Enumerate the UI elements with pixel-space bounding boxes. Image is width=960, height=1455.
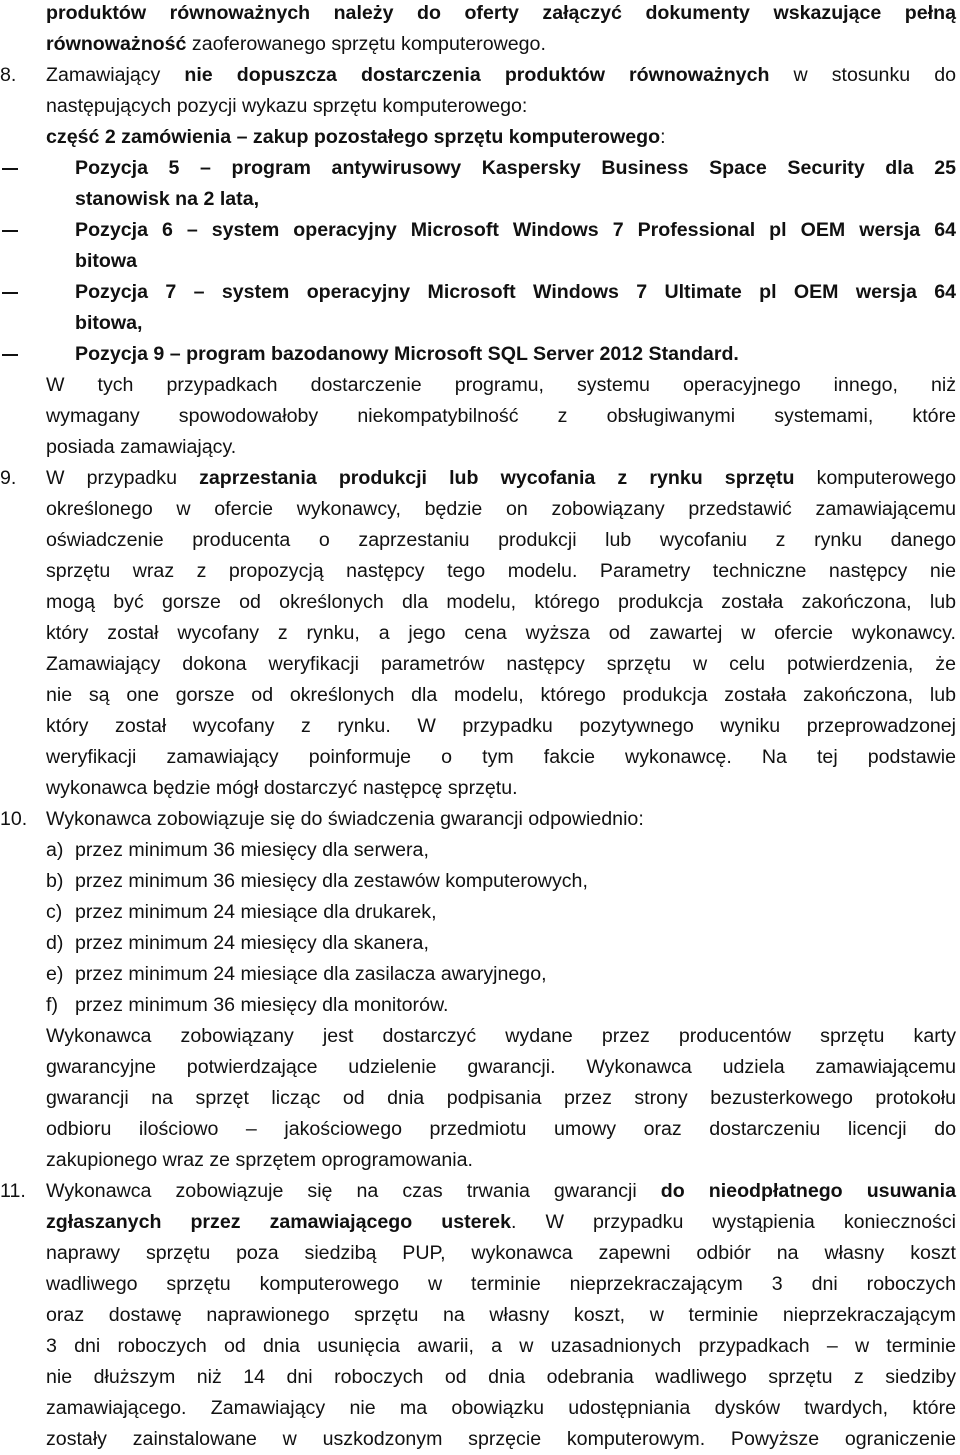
dash-list-item [0, 153, 960, 184]
text-line [0, 122, 960, 153]
text-line [0, 525, 960, 556]
text-line [0, 649, 960, 680]
text-line [0, 556, 960, 587]
text-line [0, 91, 960, 122]
text-span: odbioru ilościowo – jakościowego przedmiotu umowy oraz dostarczeniu licencji do [46, 1118, 956, 1140]
text-line [0, 1424, 960, 1455]
text-span: naprawy sprzętu poza siedzibą PUP, wykonawca zapewni odbiór na własny koszt [46, 1242, 956, 1264]
text-span: wymagany spowodowałoby niekompatybilność z obsługiwanymi systemami, które [46, 405, 956, 427]
text-line [0, 494, 960, 525]
text-span: Wykonawca zobowiązuje się do świadczenia gwarancji odpowiednio: [46, 808, 644, 830]
text-span: Zamawiający [46, 64, 185, 86]
text-line [0, 618, 960, 649]
text-line [0, 711, 960, 742]
text-span: nie dłuższym niż 14 dni roboczych od dnia odebrania wadliwego sprzętu z siedziby [46, 1366, 956, 1388]
text-span: gwarancji na sprzęt licząc od dnia podpisania przez strony bezusterkowego protokołu [46, 1087, 956, 1109]
paragraph-10-line [0, 804, 960, 835]
text-span: następujących pozycji wykazu sprzętu komputerowego: [46, 95, 528, 117]
text-span: Zamawiający dokona weryfikacji parametrów następcy sprzętu w celu potwierdzenia, że [46, 653, 956, 675]
text-line [0, 742, 960, 773]
paragraph-9-line [0, 463, 960, 494]
text-span: : [660, 126, 666, 148]
dash-bullet-icon [0, 153, 70, 184]
dash-bullet-icon [0, 215, 70, 246]
text-line [0, 1145, 960, 1176]
text-span: mogą być gorsze od określonych dla modelu, którego produkcja została zakończona, lub [46, 591, 956, 613]
text-span: który został wycofany z rynku. W przypadku pozytywnego wyniku przeprowadzonej [46, 715, 956, 737]
list-item-text: przez minimum 36 miesięcy dla zestawów komputerowych, [75, 870, 588, 892]
text-line [0, 184, 960, 215]
text-span: W przypadku [46, 467, 200, 489]
list-item [0, 897, 960, 928]
bold-text: Pozycja 9 – program bazodanowy Microsoft SQL Server 2012 Standard. [75, 343, 739, 365]
text-line [0, 1238, 960, 1269]
text-span: zakupionego wraz ze sprzętem oprogramowania. [46, 1149, 473, 1171]
text-line [0, 1114, 960, 1145]
dash-bullet-icon [0, 339, 70, 370]
text-line [0, 680, 960, 711]
text-line [0, 1331, 960, 1362]
text-span: oświadczenie producenta o zaprzestaniu produkcji lub wycofaniu z rynku danego [46, 529, 956, 551]
bold-text: do nieodpłatnego usuwania [660, 1180, 956, 1202]
list-item-text: przez minimum 36 miesięcy dla monitorów. [75, 994, 449, 1016]
bold-text: zaprzestania produkcji lub wycofania z rynku sprzętu [199, 467, 795, 489]
text-span: posiada zamawiający. [46, 436, 237, 458]
text-line [0, 370, 960, 401]
dash-list-item [0, 339, 960, 370]
text-span: określonego w ofercie wykonawcy, będzie on zobowiązany przedstawić zamawiającemu [46, 498, 956, 520]
text-span: zamawiającego. Zamawiający nie ma obowiązku udostępniania dysków twardych, które [46, 1397, 956, 1419]
text-line [0, 587, 960, 618]
text-span: sprzętu wraz z propozycją następcy tego modelu. Parametry techniczne następcy nie [46, 560, 956, 582]
paragraph-number: 9. [0, 467, 17, 489]
paragraph-8-line [0, 60, 960, 91]
list-item-label: b) [46, 870, 64, 892]
bold-text: Pozycja 6 – system operacyjny Microsoft Windows 7 Professional pl OEM wersja 64 [75, 219, 956, 241]
list-item [0, 990, 960, 1021]
text-span: wykonawca będzie mógł dostarczyć następcę sprzętu. [46, 777, 518, 799]
text-line [0, 1362, 960, 1393]
list-item-text: przez minimum 24 miesiące dla zasilacza awaryjnego, [75, 963, 547, 985]
bold-text: Pozycja 7 – system operacyjny Microsoft Windows 7 Ultimate pl OEM wersja 64 [75, 281, 956, 303]
dash-list-item [0, 277, 960, 308]
text-span: gwarancyjne potwierdzające udzielenie gwarancji. Wykonawca udziela zamawiającemu [46, 1056, 956, 1078]
text-line [0, 1300, 960, 1331]
text-line [0, 432, 960, 463]
paragraph-number: 11. [0, 1180, 26, 1202]
text-span: zaoferowanego sprzętu komputerowego. [186, 33, 546, 55]
list-item [0, 959, 960, 990]
list-item-text: przez minimum 36 miesięcy dla serwera, [75, 839, 429, 861]
list-item-text: przez minimum 24 miesiące dla drukarek, [75, 901, 437, 923]
bold-text: stanowisk na 2 lata, [75, 188, 260, 210]
text-span: oraz dostawę naprawionego sprzętu na własny koszt, w terminie nieprzekraczającym [46, 1304, 956, 1326]
list-item-label: d) [46, 932, 64, 954]
text-line [0, 29, 960, 60]
text-span: Wykonawca zobowiązuje się na czas trwania gwarancji [46, 1180, 661, 1202]
paragraph-number: 10. [0, 808, 28, 830]
bold-text: część 2 zamówienia – zakup pozostałego sprzętu komputerowego [46, 126, 661, 148]
bold-text: Pozycja 5 – program antywirusowy Kaspersky Business Space Security dla 25 [75, 157, 956, 179]
text-line [0, 1021, 960, 1052]
paragraph-number: 8. [0, 64, 17, 86]
list-item-label: e) [46, 963, 64, 985]
dash-list-item [0, 215, 960, 246]
text-span: w stosunku do [769, 64, 956, 86]
list-item-text: przez minimum 24 miesięcy dla skanera, [75, 932, 429, 954]
text-span: 3 dni roboczych od dnia usunięcia awarii, a w uzasadnionych przypadkach – w terminie [46, 1335, 956, 1357]
text-line [0, 0, 960, 29]
paragraph-11-line [0, 1176, 960, 1207]
text-span: W tych przypadkach dostarczenie programu, systemu operacyjnego innego, niż [46, 374, 956, 396]
text-span: zostały zainstalowane w uszkodzonym sprzęcie komputerowym. Powyższe ograniczenie [46, 1428, 956, 1450]
text-span: Wykonawca zobowiązany jest dostarczyć wydane przez producentów sprzętu karty [46, 1025, 956, 1047]
bold-text: nie dopuszcza dostarczenia produktów równoważnych [184, 64, 770, 86]
list-item [0, 835, 960, 866]
list-item [0, 866, 960, 897]
text-span: który został wycofany z rynku, a jego cena wyższa od zawartej w ofercie wykonawcy. [46, 622, 956, 644]
text-span: nie są one gorsze od określonych dla modelu, którego produkcja została zakończona, lub [46, 684, 956, 706]
text-line [0, 246, 960, 277]
bold-text: bitowa [75, 250, 138, 272]
bold-text: produktów równoważnych należy do oferty załączyć dokumenty wskazujące pełną [46, 2, 956, 24]
text-line [0, 1207, 960, 1238]
list-item [0, 928, 960, 959]
text-span: weryfikacji zamawiający poinformuje o tym fakcie wykonawcę. Na tej podstawie [46, 746, 956, 768]
text-span: komputerowego [794, 467, 957, 489]
list-item-label: c) [46, 901, 63, 923]
text-span: wadliwego sprzętu komputerowego w terminie nieprzekraczającym 3 dni roboczych [46, 1273, 956, 1295]
text-line [0, 1393, 960, 1424]
list-item-label: f) [46, 994, 58, 1016]
text-line [0, 308, 960, 339]
text-line [0, 1052, 960, 1083]
text-line [0, 773, 960, 804]
bold-text: zgłaszanych przez zamawiającego usterek [46, 1211, 511, 1233]
text-line [0, 401, 960, 432]
list-item-label: a) [46, 839, 64, 861]
bold-text: bitowa, [75, 312, 143, 334]
text-span: . W przypadku wystąpienia konieczności [510, 1211, 956, 1233]
dash-bullet-icon [0, 277, 70, 308]
text-line [0, 1269, 960, 1300]
bold-text: równoważność [46, 33, 187, 55]
text-line [0, 1083, 960, 1114]
